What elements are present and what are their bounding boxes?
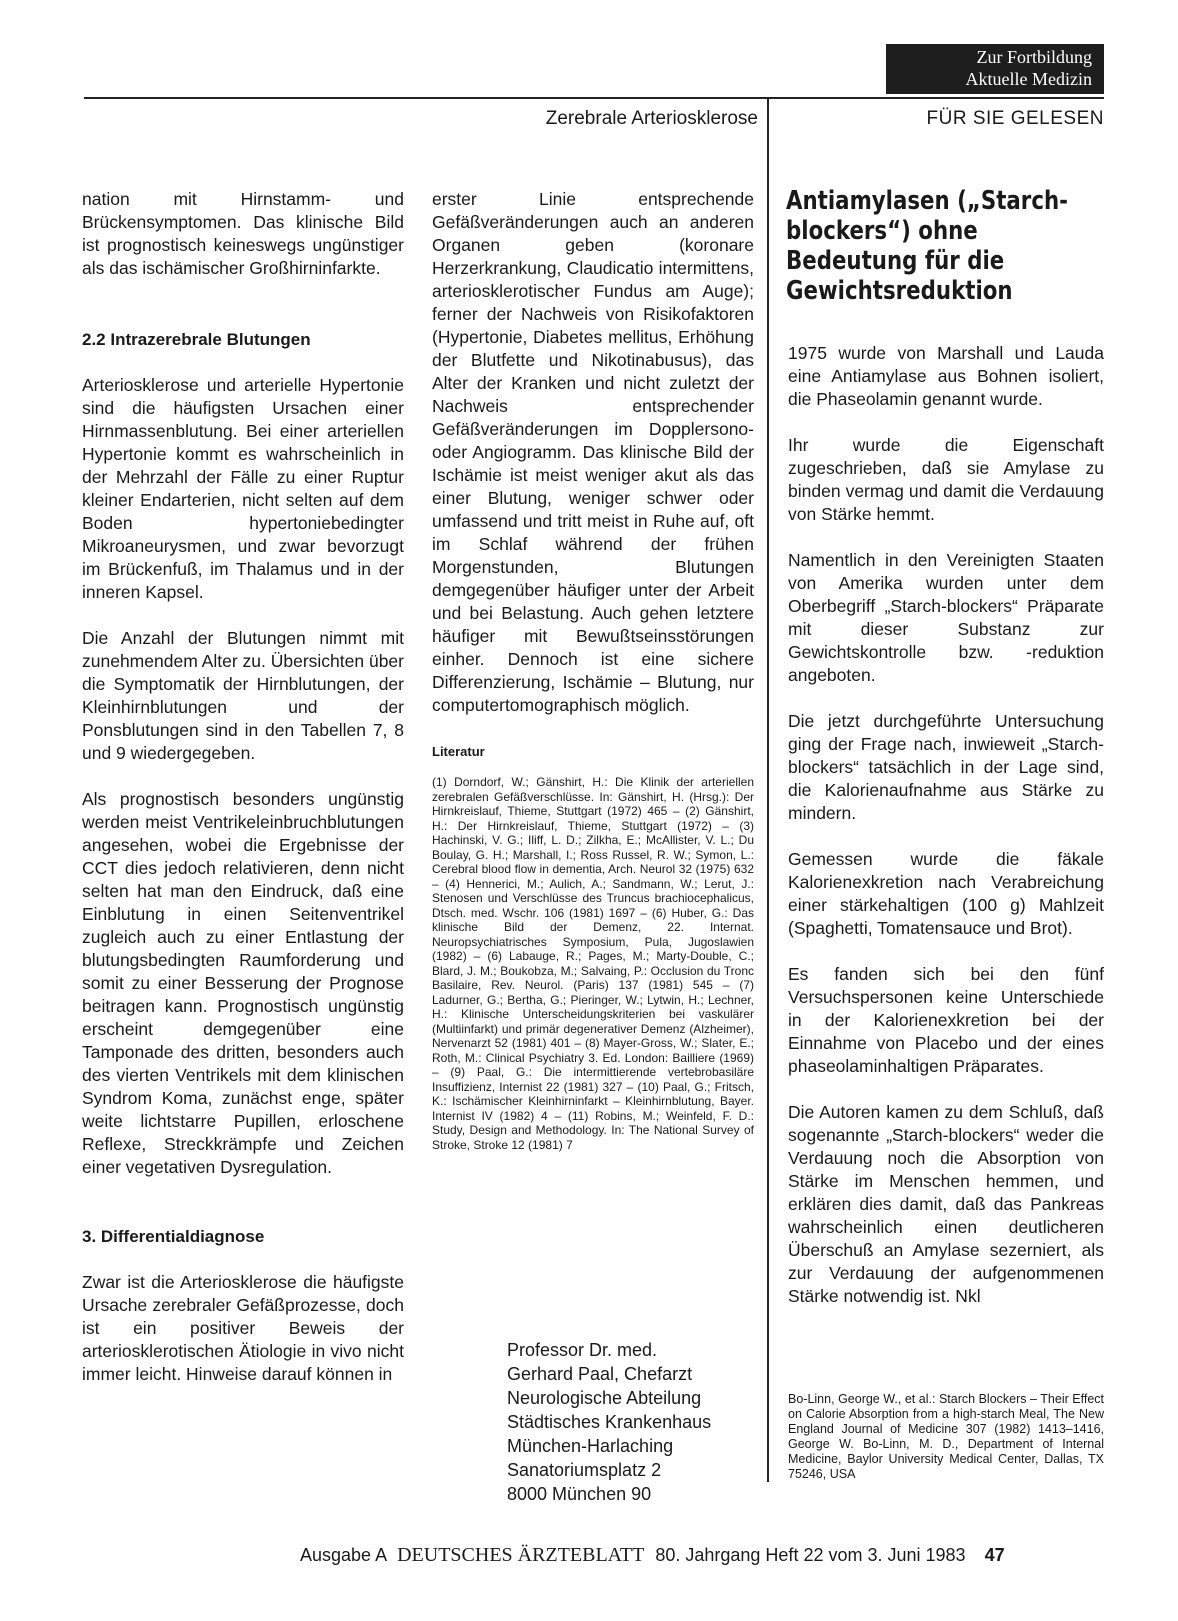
address-line: Sanatoriumsplatz 2	[507, 1460, 662, 1480]
badge-line-1: Zur Fortbildung	[976, 47, 1092, 67]
issue-info: 80. Jahrgang Heft 22 vom 3. Juni 1983	[655, 1545, 966, 1565]
subheading: 2.2 Intrazerebrale Blutungen	[82, 330, 311, 349]
running-head-left: Zerebrale Arteriosklerose	[545, 108, 758, 129]
address-line: Gerhard Paal, Chefarzt	[507, 1364, 693, 1384]
paragraph: Es fanden sich bei den fünf Versuchspersonen keine Unterschiede in der Kalorienexkretion bei der Einnahme von Placebo und der eines phaseolaminhaltigen Präparates.	[788, 964, 1104, 1076]
paragraph: Namentlich in den Vereinigten Staaten von Amerika wurden unter dem Oberbegriff „Starch-blockers“ Präparate mit dieser Substanz zur Gewichtskontrolle bzw. -reduktion angeboten.	[788, 550, 1104, 685]
article-headline: Antiamylasen („Starch-blockers“) ohne Bedeutung für die Gewichtsreduktion	[786, 186, 1068, 306]
badge-line-2: Aktuelle Medizin	[965, 69, 1092, 89]
source-citation: Bo-Linn, George W., et al.: Starch Blockers – Their Effect on Calorie Absorption from a high-starch Meal, The New England Journal of Medicine 307 (1982) 1413–1416, George W. Bo-Linn, M. D., Department of Internal Medicine, Baylor University Medical Center, Dallas, TX 75246, USA	[788, 1392, 1104, 1481]
address-line: Städtisches Krankenhaus	[507, 1412, 712, 1432]
subheading: 3. Differentialdiagnose	[82, 1227, 265, 1246]
page-footer	[300, 1544, 1104, 1567]
magazine-title: DEUTSCHES ÄRZTEBLATT	[397, 1544, 645, 1566]
page-number: 47	[984, 1545, 1005, 1565]
address-line: München-Harlaching	[507, 1436, 674, 1456]
address-line: 8000 München 90	[507, 1484, 652, 1504]
paragraph: Zwar ist die Arteriosklerose die häufigste Ursache zerebraler Gefäßprozesse, doch ist ein positiver Beweis der arteriosklerotischen Ätiologie in vivo nicht immer leicht. Hinweise darauf können in	[82, 1272, 404, 1384]
paragraph: Die Autoren kamen zu dem Schluß, daß sogenannte „Starch-blockers“ weder die Verdauung noch die Absorption von Stärke im Menschen hemmen, und erklären dies damit, daß das Pankreas wahrscheinlich einen deutlicheren Überschuß an Amylase sezerniert, als zur Verdauung der aufgenommenen Stärke notwendig ist. Nkl	[788, 1102, 1104, 1306]
paragraph: Ihr wurde die Eigenschaft zugeschrieben, daß sie Amylase zu binden vermag und damit die Verdauung von Stärke hemmt.	[788, 435, 1104, 524]
author-address	[507, 1338, 711, 1506]
address-line: Professor Dr. med.	[507, 1340, 658, 1360]
paragraph: Arteriosklerose und arterielle Hypertonie sind die häufigsten Ursachen einer Hirnmassenblutung. Bei einer arteriellen Hypertonie kommt es wahrscheinlich in der Mehrzahl der Fälle zu einer Ruptur kleiner Endarterien, nicht selten auf dem Boden hypertoniebedingter Mikroaneurysmen, und zwar bevorzugt im Brückenfuß, im Thalamus und in der inneren Kapsel.	[82, 375, 404, 602]
paragraph: Als prognostisch besonders ungünstig werden meist Ventrikeleinbruchblutungen angesehen, wobei die Ergebnisse der CCT dies jedoch relativieren, denn nicht selten hat man den Eindruck, daß eine Einblutung in einen Seitenventrikel zugleich auch zu einer Entlastung der blutungsbedingten Raumforderung und somit zu einer Besserung der Prognose beitragen kann. Prognostisch ungünstig erscheint demgegenüber eine Tamponade des dritten, besonders auch des vierten Ventrikels mit dem klinischen Syndrom Koma, zunächst enge, später weite lichtstarre Pupillen, erloschene Reflexe, Streckkrämpfe und Zeichen einer vegetativen Dysregulation.	[82, 789, 404, 1177]
article-column-2	[432, 188, 754, 1175]
address-line: Neurologische Abteilung	[507, 1388, 702, 1408]
paragraph: Die jetzt durchgeführte Untersuchung ging der Frage nach, inwieweit „Starch-blockers“ tatsächlich in der Lage sind, die Kalorienaufnahme aus Stärke zu mindern.	[788, 711, 1104, 823]
column-divider	[767, 97, 769, 1482]
paragraph: Die Anzahl der Blutungen nimmt mit zunehmendem Alter zu. Übersichten über die Symptomatik der Hirnblutungen, der Kleinhirnblutungen und der Ponsblutungen sind in den Tabellen 7, 8 und 9 wiedergegeben.	[82, 628, 404, 763]
references-heading: Literatur	[432, 744, 485, 759]
edition-label: Ausgabe A	[300, 1545, 387, 1565]
article-column-1	[82, 188, 404, 1409]
paragraph: erster Linie entsprechende Gefäßveränderungen auch an anderen Organen geben (koronare Herzerkrankung, Claudicatio intermittens, arteriosklerotischer Fundus am Auge); ferner der Nachweis von Risikofaktoren (Hypertonie, Diabetes mellitus, Erhöhung der Blutfette und Nikotinabusus), das Alter der Kranken und nicht zuletzt der Nachweis entsprechender Gefäßveränderungen im Dopplersono- oder Angiogramm. Das klinische Bild der Ischämie ist meist weniger akut als das einer Blutung, weniger schwer oder umfassend und tritt meist in Ruhe auf, oft im Schlaf während der frühen Morgenstunden, Blutungen demgegenüber häufiger unter der Arbeit und bei Belastung. Auch gehen letztere häufiger mit Bewußtseinsstörungen einher. Dennoch ist eine sichere Differenzierung, Ischämie – Blutung, nur computertomographisch möglich.	[432, 189, 754, 715]
header-rule	[84, 97, 1104, 99]
section-badge	[886, 44, 1104, 94]
references-list: (1) Dorndorf, W.; Gänshirt, H.: Die Klinik der arteriellen zerebralen Gefäßverschlüsse. In: Gänshirt, H. (Hrsg.): Der Hirnkreislauf, Thieme, Stuttgart (1972) 465 – (2) Gänshirt, H.: Der Hirnkreislauf, Thieme, Stuttgart (1972) – (3) Hachinski, V. G.; Iliff, L. D.; Zilkha, E.; McAllister, V. L.; Du Boulay, G. H.; Marshall, I.; Ross Russel, R. W.; Symon, L.: Cerebral blood flow in dementia, Arch. Neurol 32 (1975) 632 – (4) Hennerici, M.; Aulich, A.; Sandmann, W.; Lerut, J.: Stenosen und Verschlüsse des Truncus brachiocephalicus, Dtsch. med. Wschr. 106 (1981) 1697 – (6) Huber, G.: Das klinische Bild der Demenz, 22. Internat. Neuropsychiatrisches Symposium, Pula, Jugoslawien (1982) – (6) Labauge, R.; Pages, M.; Marty-Double, C.; Blard, J. M.; Boukobza, M.; Salvaing, P.: Occlusion du Tronc Basilaire, Rev. Neurol. (Paris) 137 (1981) 545 – (7) Ladurner, G.; Bertha, G.; Pieringer, W.; Lytwin, H.; Lechner, H.: Klinische Unterscheidungskriterien bei vaskulärer (Multiinfarkt) und primär degenerativer Demenz (Alzheimer), Nervenarzt 52 (1981) 401 – (8) Mayer-Gross, W.; Slater, E.; Roth, M.: Clinical Psychiatry 3. Ed. London: Bailliere (1969) – (9) Paal, G.: Die intermittierende vertebrobasiläre Insuffizienz, Internist 22 (1981) 327 – (10) Paal, G.; Fritsch, K.: Ischämischer Kleinhirninfarkt – Kleinhirnblutung, Bayer. Internist IV (1982) 4 – (11) Robins, M.; Weinfeld, F. D.: Study, Design and Methodology. In: The National Survey of Stroke, Stroke 12 (1981) 7	[432, 775, 754, 1152]
paragraph: nation mit Hirnstamm- und Brückensymptomen. Das klinische Bild ist prognostisch keineswegs ungünstiger als das ischämischer Großhirninfarkte.	[82, 189, 404, 278]
running-head-right: FÜR SIE GELESEN	[926, 108, 1104, 129]
paragraph: 1975 wurde von Marshall und Lauda eine Antiamylase aus Bohnen isoliert, die Phaseolamin genannt wurde.	[788, 343, 1104, 409]
paragraph: Gemessen wurde die fäkale Kalorienexkretion nach Verabreichung einer stärkehaltigen (100 g) Mahlzeit (Spaghetti, Tomatensauce und Brot).	[788, 849, 1104, 938]
article-column-3	[788, 342, 1104, 1331]
